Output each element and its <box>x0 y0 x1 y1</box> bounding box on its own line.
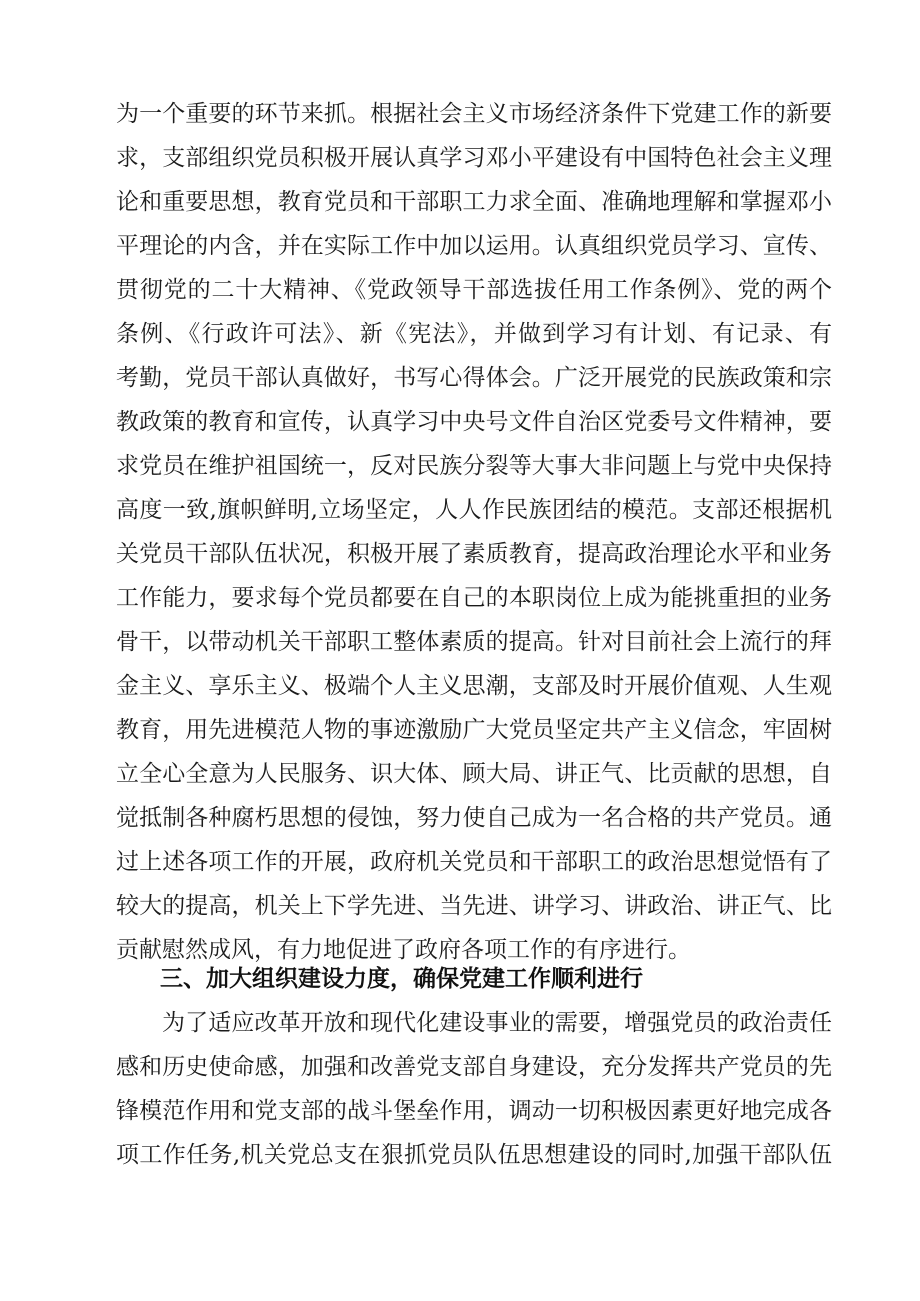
text-line: 项工作任务,机关党总支在狠抓党员队伍思想建设的同时,加强干部队伍 <box>116 1142 832 1168</box>
section-heading: 三、加大组织建设力度，确保党建工作顺利进行 <box>160 966 643 992</box>
text-line: 工作能力，要求每个党员都要在自己的本职岗位上成为能挑重担的业务 <box>116 585 832 611</box>
text-line: 觉抵制各种腐朽思想的侵蚀，努力使自己成为一名合格的共产党员。通 <box>116 805 832 831</box>
text-line: 求，支部组织党员积极开展认真学习邓小平建设有中国特色社会主义理 <box>116 145 832 171</box>
text-line: 感和历史使命感，加强和改善党支部自身建设，充分发挥共产党员的先 <box>116 1054 832 1080</box>
text-line: 贡献慰然成风，有力地促进了政府各项工作的有序进行。 <box>116 937 691 963</box>
text-line: 平理论的内含，并在实际工作中加以运用。认真组织党员学习、宣传、 <box>116 233 832 259</box>
text-line: 关党员干部队伍状况，积极开展了素质教育，提高政治理论水平和业务 <box>116 541 832 567</box>
text-line: 高度一致,旗帜鲜明,立场坚定，人人作民族团结的模范。支部还根据机 <box>116 497 832 523</box>
text-line: 为一个重要的环节来抓。根据社会主义市场经济条件下党建工作的新要 <box>116 101 832 127</box>
body-paragraph-1 <box>116 92 832 972</box>
text-line: 为了适应改革开放和现代化建设事业的需要，增强党员的政治责任 <box>162 1010 832 1036</box>
text-line: 论和重要思想，教育党员和干部职工力求全面、准确地理解和掌握邓小 <box>116 189 832 215</box>
text-line: 条例、《行政许可法》、新《宪法》，并做到学习有计划、有记录、有 <box>116 321 832 347</box>
text-line: 立全心全意为人民服务、识大体、顾大局、讲正气、比贡献的思想，自 <box>116 761 832 787</box>
text-line: 考勤，党员干部认真做好，书写心得体会。广泛开展党的民族政策和宗 <box>116 365 832 391</box>
text-line: 求党员在维护祖国统一，反对民族分裂等大事大非问题上与党中央保持 <box>116 453 832 479</box>
text-line: 较大的提高，机关上下学先进、当先进、讲学习、讲政治、讲正气、比 <box>116 893 832 919</box>
text-line: 金主义、享乐主义、极端个人主义思潮，支部及时开展价值观、人生观 <box>116 673 832 699</box>
text-line: 教政策的教育和宣传，认真学习中央号文件自治区党委号文件精神，要 <box>116 409 832 435</box>
text-line: 贯彻党的二十大精神、《党政领导干部选拔任用工作条例》、党的两个 <box>116 277 832 303</box>
text-line: 过上述各项工作的开展，政府机关党员和干部职工的政治思想觉悟有了 <box>116 849 832 875</box>
text-line: 教育，用先进模范人物的事迹激励广大党员坚定共产主义信念，牢固树 <box>116 717 832 743</box>
text-line: 锋模范作用和党支部的战斗堡垒作用，调动一切积极因素更好地完成各 <box>116 1098 832 1124</box>
body-paragraph-2 <box>116 1001 832 1177</box>
text-line: 骨干，以带动机关干部职工整体素质的提高。针对目前社会上流行的拜 <box>116 629 832 655</box>
